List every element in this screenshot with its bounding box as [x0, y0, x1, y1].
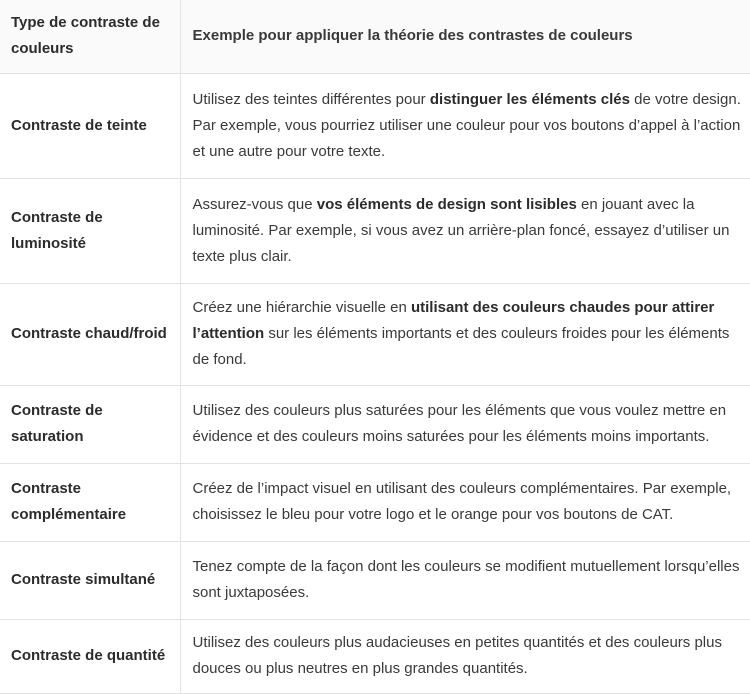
row-type: Contraste de saturation — [0, 385, 180, 463]
row-example: Utilisez des couleurs plus audacieuses en petites quantités et des couleurs plus douces ou plus neutres en plus grandes quantités. — [180, 619, 750, 693]
table-row — [0, 385, 750, 463]
row-type: Contraste de luminosité — [0, 178, 180, 283]
row-type: Contraste complémentaire — [0, 463, 180, 541]
row-type: Contraste de teinte — [0, 73, 180, 178]
table-row — [0, 541, 750, 619]
table-row — [0, 619, 750, 693]
row-example: Assurez-vous que vos éléments de design sont lisibles en jouant avec la luminosité. Par exemple, si vous avez un arrière-plan foncé, essayez d’utiliser un texte plus clair. — [180, 178, 750, 283]
table-row — [0, 73, 750, 178]
row-example: Tenez compte de la façon dont les couleurs se modifient mutuellement lorsqu’elles sont juxtaposées. — [180, 541, 750, 619]
table-header-row — [0, 0, 750, 73]
row-example: Créez de l’impact visuel en utilisant des couleurs complémentaires. Par exemple, choisissez le bleu pour votre logo et le orange pour vos boutons de CAT. — [180, 463, 750, 541]
table-row — [0, 463, 750, 541]
table-row — [0, 178, 750, 283]
table-row — [0, 283, 750, 385]
row-example: Utilisez des couleurs plus saturées pour les éléments que vous voulez mettre en évidence et des couleurs moins saturées pour les éléments moins importants. — [180, 385, 750, 463]
header-type: Type de contraste de couleurs — [0, 0, 180, 73]
row-type: Contraste chaud/froid — [0, 283, 180, 385]
header-example: Exemple pour appliquer la théorie des contrastes de couleurs — [180, 0, 750, 73]
row-example: Utilisez des teintes différentes pour distinguer les éléments clés de votre design. Par exemple, vous pourriez utiliser une couleur pour vos boutons d’appel à l’action et une autre pour votre texte. — [180, 73, 750, 178]
row-type: Contraste de quantité — [0, 619, 180, 693]
row-type: Contraste simultané — [0, 541, 180, 619]
row-example: Créez une hiérarchie visuelle en utilisant des couleurs chaudes pour attirer l’attention sur les éléments importants et des couleurs froides pour les éléments de fond. — [180, 283, 750, 385]
